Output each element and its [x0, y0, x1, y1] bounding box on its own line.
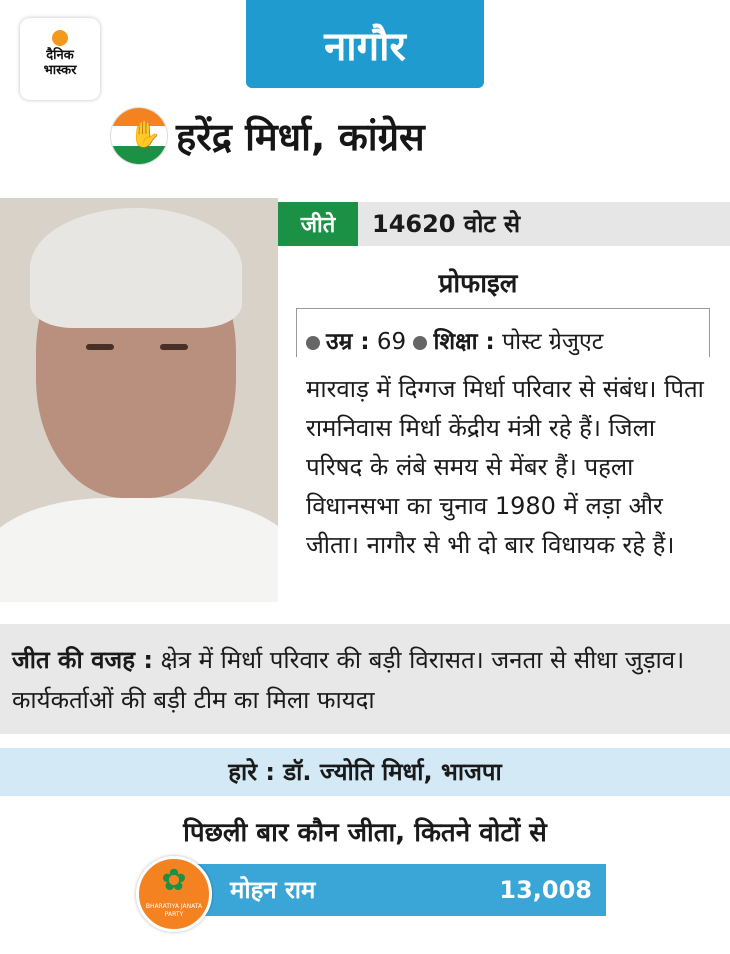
dainik-bhaskar-logo: [20, 18, 100, 100]
won-label: जीते: [278, 202, 358, 246]
profile-facts: [306, 324, 603, 356]
reason-label: जीत की वजह :: [12, 646, 153, 674]
constituency-title: नागौर: [246, 0, 484, 88]
bjp-emblem-text: BHARATIYA JANATA PARTY: [145, 903, 203, 918]
congress-hand-icon: ✋: [110, 107, 168, 165]
lost-candidate: हारे : डॉ. ज्योति मिर्धा, भाजपा: [0, 748, 730, 796]
candidate-photo: [0, 198, 278, 602]
last-winner-votes: 13,008: [499, 876, 592, 904]
bjp-lotus-icon: ✿ BHARATIYA JANATA PARTY: [136, 856, 212, 932]
winner-name: हरेंद्र मिर्धा, कांग्रेस: [176, 115, 425, 159]
last-winner-name: मोहन राम: [230, 876, 316, 904]
education-label: शिक्षा :: [433, 329, 495, 355]
won-bar: [278, 202, 730, 246]
last-time-heading: पिछली बार कौन जीता, कितने वोटों से: [183, 818, 547, 848]
bullet-icon: [306, 336, 320, 350]
profile-heading: प्रोफाइल: [438, 269, 518, 299]
age-value: 69: [376, 329, 407, 355]
reason-box: [0, 624, 730, 734]
profile-description: मारवाड़ में दिग्गज मिर्धा परिवार से संबंध। पिता रामनिवास मिर्धा केंद्रीय मंत्री रहे हैं। जिला परिषद के लंबे समय से मेंबर हैं। पहला विधानसभा का चुनाव 1980 में लड़ा और जीता। नागौर से भी दो बार विधायक रहे हैं।: [306, 375, 704, 559]
bullet-icon: [413, 336, 427, 350]
last-winner-bar: [170, 864, 606, 916]
reason-text: [12, 640, 718, 720]
reason-body: क्षेत्र में मिर्धा परिवार की बड़ी विरासत। जनता से सीधा जुड़ाव। कार्यकर्ताओं की बड़ी टीम का मिला फायदा: [12, 646, 685, 714]
education-value: पोस्ट ग्रेजुएट: [502, 329, 604, 355]
age-label: उम्र :: [326, 329, 370, 355]
won-margin: 14620 वोट से: [372, 210, 521, 238]
logo-line1: दैनिक: [46, 48, 74, 63]
winner-header: [110, 106, 425, 166]
sun-icon: [52, 30, 68, 46]
logo-line2: भास्कर: [43, 63, 77, 78]
